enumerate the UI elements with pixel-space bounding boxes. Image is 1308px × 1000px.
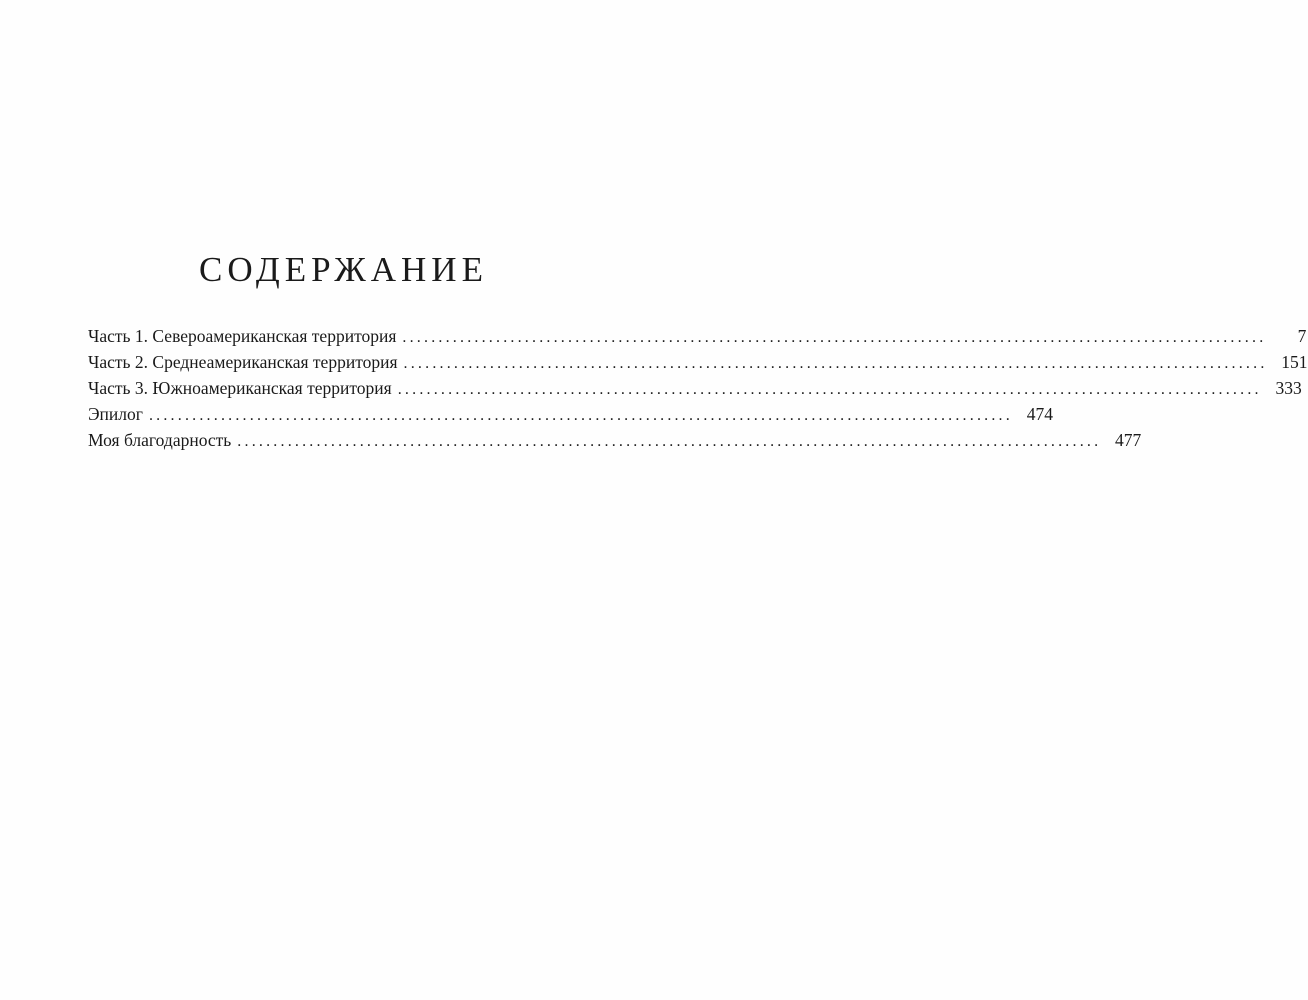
toc-entry-acknowledgements [88,427,1142,453]
dot-leader: ........................................................................................................................ [148,407,1013,424]
dot-leader: ........................................................................................................................ [237,433,1102,450]
toc-entry-part-1 [88,323,1307,349]
toc-entry-page-number: 151 [1281,352,1308,372]
dot-leader: ........................................................................................................................ [397,381,1262,398]
toc-title: СОДЕРЖАНИЕ [199,250,488,289]
toc-entry-label: Часть 3. Южноамериканская территория [88,378,392,398]
toc-entry-page-number: 333 [1275,378,1302,398]
dot-leader: ........................................................................................................................ [403,355,1268,372]
toc-entry-label: Эпилог [88,404,143,424]
toc-entry-part-2 [88,349,1308,375]
toc-entry-page-number: 474 [1026,404,1053,424]
toc-entry-page-number: 477 [1115,430,1142,450]
toc-list [88,323,1308,453]
toc-entry-epilogue [88,401,1053,427]
dot-leader: ........................................................................................................................ [402,329,1267,346]
toc-entry-label: Моя благодарность [88,430,232,450]
toc-entry-page-number: 7 [1297,326,1307,346]
toc-entry-label: Часть 1. Североамериканская территория [88,326,397,346]
toc-entry-label: Часть 2. Среднеамериканская территория [88,352,398,372]
toc-entry-part-3 [88,375,1302,401]
